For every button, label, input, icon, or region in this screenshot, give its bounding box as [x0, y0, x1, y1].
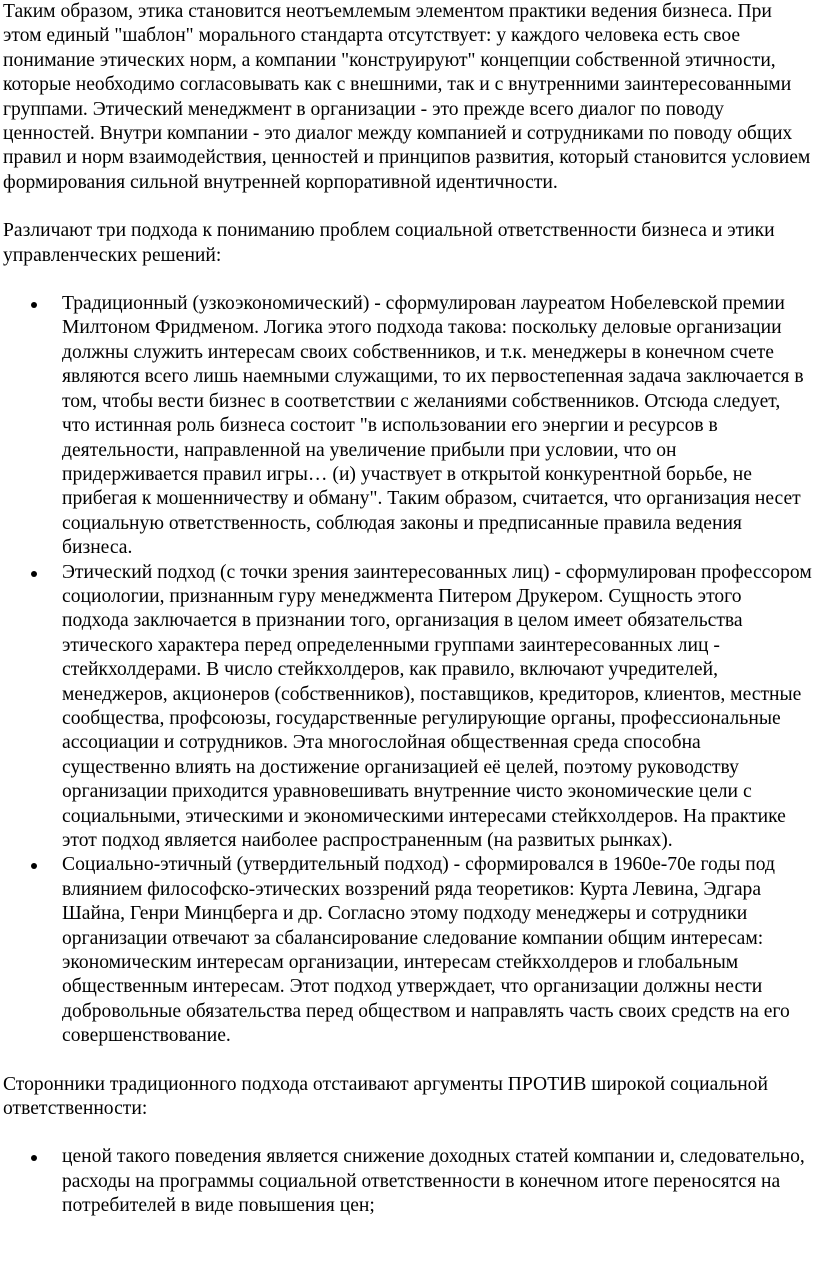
list-item: Традиционный (узкоэкономический) - сформулирован лауреатом Нобелевской премии Милтоном Фридменом. Логика этого подхода такова: поскольку деловые организации должны служить интересам своих собственников, и т.к. менеджеры в конечном счете являются всего лишь наемными служащими, то их первостепенная задача заключается в том, чтобы вести бизнес в соответствии с желаниями собственников. Отсюда следует, что истинная роль бизнеса состоит "в использовании его энергии и ресурсов в деятельности, направленной на увеличение прибыли при условии, что он придерживается правил игры… (и) участвует в открытой конкурентной борьбе, не прибегая к мошенничеству и обману". Таким образом, считается, что организация несет социальную ответственность, соблюдая законы и предписанные правила ведения бизнеса.: [62, 292, 812, 560]
list-item: Социально-этичный (утвердительный подход) - сформировался в 1960е-70е годы под влиянием философско-этических воззрений ряда теоретиков: Курта Левина, Эдгара Шайна, Генри Минцберга и др. Согласно этому подходу менеджеры и сотрудники организации отвечают за сбалансирование следование компании общим интересам: экономическим интересам организации, интересам стейкхолдеров и глобальным общественным интересам. Этот подход утверждает, что организации должны нести добровольные обязательства перед обществом и направлять часть своих средств на его совершенствование.: [62, 853, 812, 1048]
list-item: ценой такого поведения является снижение доходных статей компании и, следовательно, расходы на программы социальной ответственности в конечном итоге переносятся на потребителей в виде повышения цен;: [62, 1145, 812, 1218]
approaches-list: [3, 292, 812, 1049]
list-item: Этический подход (с точки зрения заинтересованных лиц) - сформулирован профессором социологии, признанным гуру менеджмента Питером Друкером. Сущность этого подхода заключается в признании того, организация в целом имеет обязательства этического характера перед определенными группами заинтересованных лиц - стейкхолдерами. В число стейкхолдеров, как правило, включают учредителей, менеджеров, акционеров (собственников), поставщиков, кредиторов, клиентов, местные сообщества, профсоюзы, государственные регулирующие органы, профессиональные ассоциации и сотрудников. Эта многослойная общественная среда способна существенно влиять на достижение организацией её целей, поэтому руководству организации приходится уравновешивать внутренние чисто экономические цели с социальными, этическими и экономическими интересами стейкхолдеров. На практике этот подход является наиболее распространенным (на развитых рынках).: [62, 561, 812, 854]
arguments-intro-paragraph: Сторонники традиционного подхода отстаивают аргументы ПРОТИВ широкой социальной ответственности:: [3, 1073, 768, 1120]
arguments-list: [3, 1145, 812, 1218]
approaches-intro-paragraph: Различают три подхода к пониманию проблем социальной ответственности бизнеса и этики управленческих решений:: [3, 220, 775, 266]
intro-paragraph: Таким образом, этика становится неотъемлемым элементом практики ведения бизнеса. При этом единый "шаблон" морального стандарта отсутствует: у каждого человека есть свое понимание этических норм, а компании "конструируют" концепции собственной этичности, которые необходимо согласовывать как с внешними, так и с внутренними заинтересованными группами. Этический менеджмент в организации - это прежде всего диалог по поводу ценностей. Внутри компании - это диалог между компанией и сотрудниками по поводу общих правил и норм взаимодействия, ценностей и принципов развития, который становится условием формирования сильной внутренней корпоративной идентичности.: [3, 1, 811, 193]
